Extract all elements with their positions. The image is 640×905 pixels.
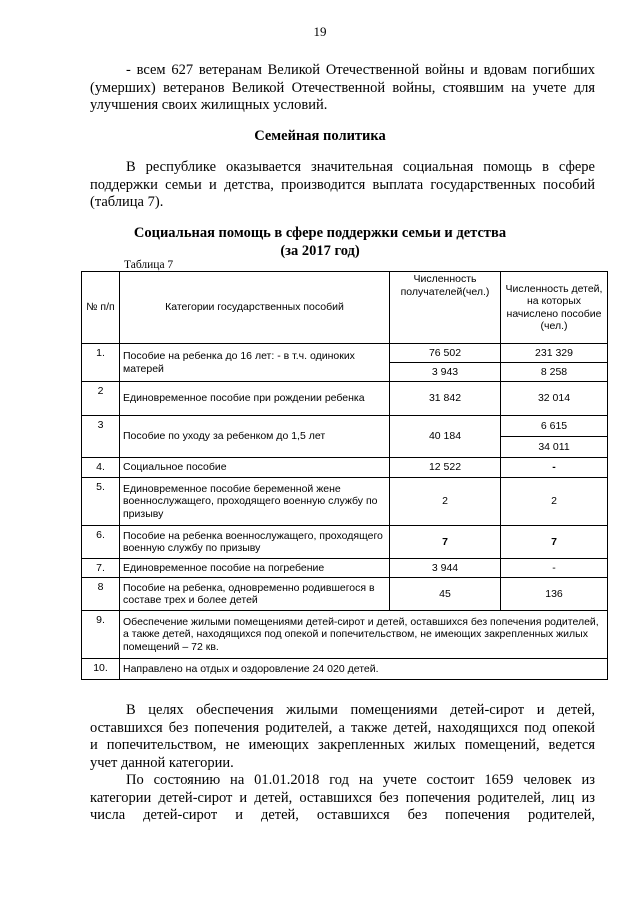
- row-merged-text: Обеспечение жилыми помещениями детей-сирот и детей, оставшихся без попечения родителей, а также детей, находящихся под опекой и попечительством, не имеющих закрепленных жилых помещений – 72 кв.: [120, 611, 608, 659]
- closing-paragraph-2: [90, 772, 595, 825]
- row-children: 8 258: [501, 363, 608, 382]
- closing-line: В целях обеспечения жилыми помещениями детей-сирот и детей,: [126, 702, 595, 718]
- row-children: 32 014: [501, 382, 608, 416]
- row-children: 6 615: [501, 416, 608, 437]
- intro-line: (умерших) ветеранов Великой Отечественной войны, стоявшим на учете для: [90, 79, 595, 96]
- section-line: В республике оказывается значительная социальная помощь в сфере: [126, 159, 595, 175]
- section-line: поддержки семьи и детства, производится выплата государственных пособий: [90, 176, 595, 193]
- header-recipients: Численность получателей(чел.): [390, 272, 501, 344]
- row-category: Единовременное пособие на погребение: [120, 559, 390, 578]
- row-number: 6.: [82, 526, 120, 559]
- table-header-row: [82, 272, 608, 344]
- row-children: 231 329: [501, 344, 608, 363]
- closing-line: учет данной категории.: [90, 754, 234, 771]
- table-title-line: (за 2017 год): [280, 243, 360, 259]
- table-caption: Таблица 7: [124, 259, 174, 271]
- row-children: 2: [501, 478, 608, 526]
- intro-line: - всем 627 ветеранам Великой Отечественной войны и вдовам погибших: [126, 62, 595, 78]
- table-row: [82, 659, 608, 680]
- section-line: (таблица 7).: [90, 194, 164, 210]
- closing-line: категории детей-сирот и детей, оставшихся без попечения родителей, лиц из: [90, 789, 595, 806]
- header-category: Категории государственных пособий: [120, 272, 390, 344]
- table-row: [82, 611, 608, 659]
- row-recipients: 12 522: [390, 458, 501, 478]
- table-row: [82, 559, 608, 578]
- row-category: Пособие на ребенка до 16 лет: - в т.ч. одиноких матерей: [120, 344, 390, 382]
- row-number: 1.: [82, 344, 120, 382]
- table-row: [82, 344, 608, 363]
- row-recipients: 40 184: [390, 416, 501, 458]
- row-recipients: 3 944: [390, 559, 501, 578]
- row-recipients: 45: [390, 578, 501, 611]
- table-title: [0, 224, 640, 260]
- table-row: [82, 478, 608, 526]
- row-children: -: [501, 559, 608, 578]
- row-category: Единовременное пособие беременной жене военнослужащего, проходящего военную службу по призыву: [120, 478, 390, 526]
- benefits-table: [81, 271, 608, 680]
- row-number: 4.: [82, 458, 120, 478]
- row-number: 3: [82, 416, 120, 458]
- row-category: Социальное пособие: [120, 458, 390, 478]
- closing-line: По состоянию на 01.01.2018 год на учете состоит 1659 человек из: [126, 772, 595, 788]
- closing-line: и попечительством, не имеющих закрепленных жилых помещений, ведется: [90, 737, 595, 753]
- row-number: 5.: [82, 478, 120, 526]
- row-merged-text: Направлено на отдых и оздоровление 24 020 детей.: [120, 659, 608, 680]
- row-number: 8: [82, 578, 120, 611]
- intro-paragraph: [90, 62, 595, 115]
- table-row: [82, 382, 608, 416]
- table-row: [82, 578, 608, 611]
- row-category: Пособие на ребенка, одновременно родившегося в составе трех и более детей: [120, 578, 390, 611]
- table-row: [82, 458, 608, 478]
- intro-line: улучшения своих жилищных условий.: [90, 97, 328, 113]
- closing-line: числа детей-сирот и детей, оставшихся без попечения родителей,: [90, 807, 595, 823]
- row-recipients: 3 943: [390, 363, 501, 382]
- row-children: 7: [501, 526, 608, 559]
- section-heading: Семейная политика: [254, 128, 386, 144]
- closing-line: оставшихся без попечения родителей, а также детей, находящихся под опекой: [90, 719, 595, 736]
- row-recipients: 7: [390, 526, 501, 559]
- row-children: 136: [501, 578, 608, 611]
- table-row: [82, 526, 608, 559]
- row-recipients: 31 842: [390, 382, 501, 416]
- row-recipients: 2: [390, 478, 501, 526]
- row-number: 7.: [82, 559, 120, 578]
- header-number: № п/п: [82, 272, 120, 344]
- row-number: 9.: [82, 611, 120, 659]
- table-title-line: Социальная помощь в сфере поддержки семьи и детства: [133, 225, 507, 241]
- row-category: Пособие на ребенка военнослужащего, проходящего военную службу по призыву: [120, 526, 390, 559]
- row-recipients: 76 502: [390, 344, 501, 363]
- row-children: 34 011: [501, 437, 608, 458]
- header-children: Численность детей, на которых начислено пособие (чел.): [501, 272, 608, 344]
- table-row: [82, 416, 608, 437]
- section-paragraph: [90, 159, 595, 212]
- row-number: 10.: [82, 659, 120, 680]
- row-category: Пособие по уходу за ребенком до 1,5 лет: [120, 416, 390, 458]
- row-children: -: [501, 458, 608, 478]
- row-number: 2: [82, 382, 120, 416]
- page-number: 19: [313, 24, 327, 39]
- closing-paragraph-1: [90, 702, 595, 772]
- row-category: Единовременное пособие при рождении ребенка: [120, 382, 390, 416]
